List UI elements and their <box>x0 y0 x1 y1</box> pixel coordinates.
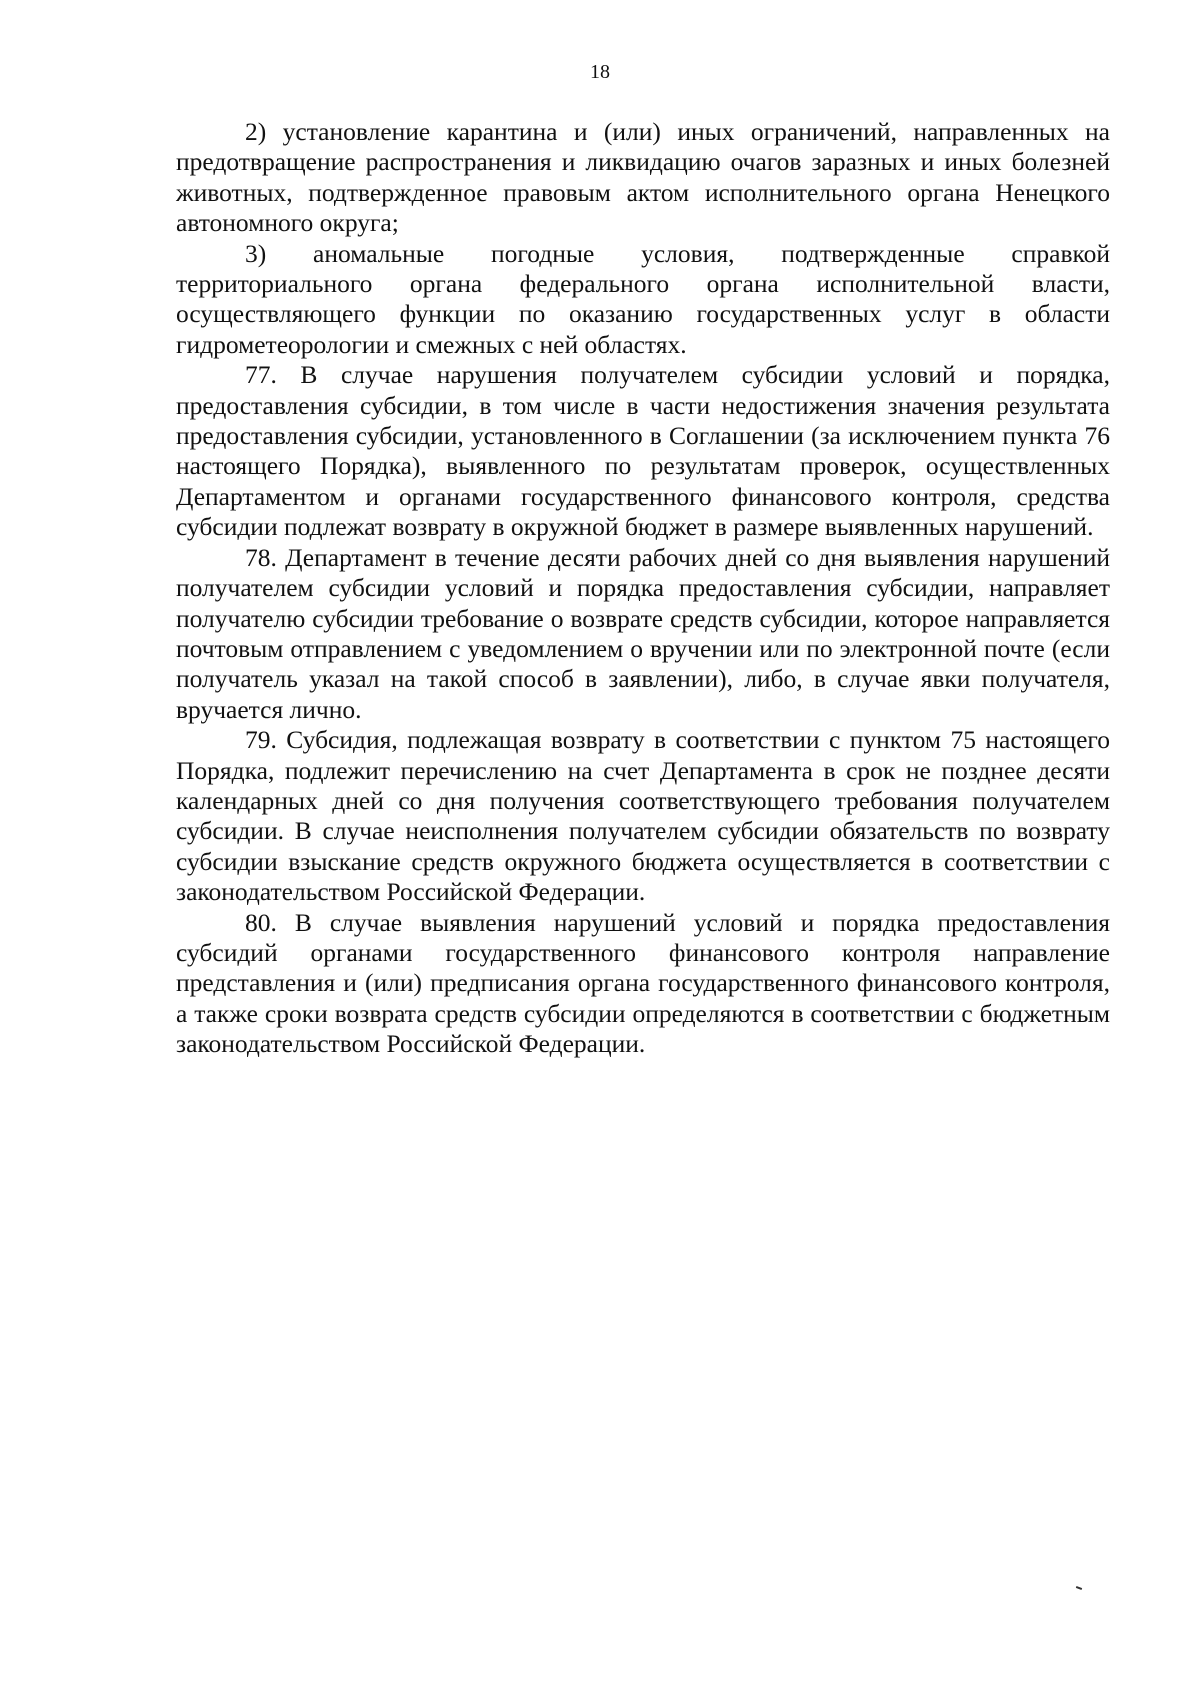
paragraph-item-2: 2) установление карантина и (или) иных ограничений, направленных на предотвращение распространения и ликвидацию очагов заразных и иных болезней животных, подтвержденное правовым актом исполнительного органа Ненецкого автономного округа; <box>176 117 1110 238</box>
paragraph-clause-80: 80. В случае выявления нарушений условий и порядка предоставления субсидий органами государственного финансового контроля направление представления и (или) предписания органа государственного финансового контроля, а также сроки возврата средств субсидии определяются в соответствии с бюджетным законодательством Российской Федерации. <box>176 907 1110 1059</box>
paragraph-clause-77: 77. В случае нарушения получателем субсидии условий и порядка, предоставления субсидии, в том числе в части недостижения значения результата предоставления субсидии, установленного в Соглашении (за исключением пункта 76 настоящего Порядка), выявленного по результатам проверок, осуществленных Департаментом и органами государственного финансового контроля, средства субсидии подлежат возврату в окружной бюджет в размере выявленных нарушений. <box>176 360 1110 542</box>
paragraph-item-3: 3) аномальные погодные условия, подтвержденные справкой территориального органа федерального органа исполнительной власти, осуществляющего функции по оказанию государственных услуг в области гидрометеорологии и смежных с ней областях. <box>176 238 1110 359</box>
paragraph-clause-79: 79. Субсидия, подлежащая возврату в соответствии с пунктом 75 настоящего Порядка, подлежит перечислению на счет Департамента в срок не позднее десяти календарных дней со дня получения соответствующего требования получателем субсидии. В случае неисполнения получателем субсидии обязательств по возврату субсидии взыскание средств окружного бюджета осуществляется в соответствии с законодательством Российской Федерации. <box>176 725 1110 907</box>
document-body <box>176 117 1110 1060</box>
page-number: 18 <box>590 61 610 83</box>
paragraph-clause-78: 78. Департамент в течение десяти рабочих дней со дня выявления нарушений получателем субсидии условий и порядка предоставления субсидии, направляет получателю субсидии требование о возврате средств субсидии, которое направляется почтовым отправлением с уведомлением о вручении или по электронной почте (если получатель указал на такой способ в заявлении), либо, в случае явки получателя, вручается лично. <box>176 542 1110 724</box>
scan-speck <box>1076 1586 1082 1590</box>
